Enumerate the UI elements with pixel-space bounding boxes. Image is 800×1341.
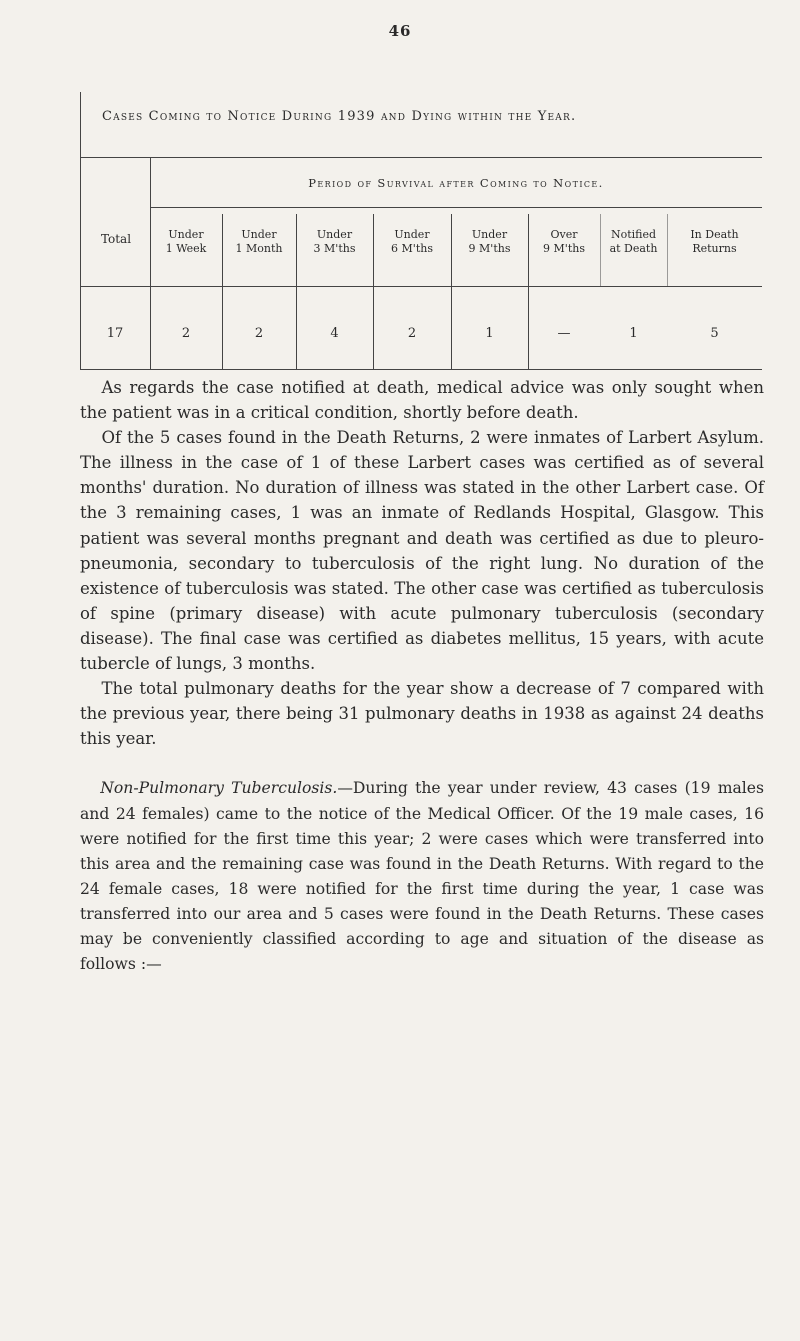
table-rule-bottom (80, 369, 762, 370)
table-rule-top (80, 157, 762, 158)
period-heading: Period of Survival after Coming to Notice. (308, 176, 604, 190)
column-header: Over 9 M'ths (543, 228, 585, 255)
table-cell: 4 (330, 326, 339, 341)
column-header: Under 1 Week (165, 228, 207, 255)
table-cell: 5 (710, 326, 719, 341)
table-rule-header (150, 207, 762, 208)
non-pulmonary-paragraph (80, 776, 764, 977)
paragraph-text: —During the year under review, 43 cases (19 males and 24 females) came to the notice of the Medical Officer. Of the 19 male cases, 16 were notified for the first time this year; 2 were cases which were transferred into this area and the remaining case was found in the Death Returns. With regard to the 24 female cases, 18 were notified for the first time during the year, 1 case was transferred into our area and 5 cases were found in the Death Returns. These cases may be conveniently classified according to age and situation of the disease as follows :— (80, 779, 764, 974)
column-header: Under 9 M'ths (468, 228, 511, 255)
column-header: Notified at Death (609, 228, 658, 255)
table-cell: 2 (254, 326, 264, 341)
table-cell: 2 (407, 326, 417, 341)
total-column-header: Total (100, 232, 132, 246)
paragraph: The total pulmonary deaths for the year show a decrease of 7 compared with the previous year, there being 31 pulmonary deaths in 1938 as against 24 deaths this year. (80, 679, 764, 749)
table-rule-body (80, 286, 762, 287)
column-header: Under 1 Month (235, 228, 283, 255)
table-cell: 17 (106, 326, 124, 341)
table-caption: Cases Coming to Notice During 1939 and Dying within the Year. (102, 109, 577, 124)
table-cell: 1 (629, 326, 638, 341)
column-header: Under 6 M'ths (391, 228, 433, 255)
page-number: 46 (388, 22, 412, 40)
section-heading: Non-Pulmonary Tuberculosis. (100, 779, 338, 798)
table-cell: — (557, 326, 571, 341)
table-cell: 2 (181, 326, 191, 341)
body-text (80, 375, 764, 977)
column-header: Under 3 M'ths (313, 228, 356, 255)
paragraph: Of the 5 cases found in the Death Returns, 2 were inmates of Larbert Asylum. The illness in the case of 1 of these Larbert cases was certified as of several months' duration. No duration of illness was stated in the other Larbert case. Of the 3 remaining cases, 1 was an inmate of Redlands Hospital, Glasgow. This patient was several months pregnant and death was certified as due to pleuro-pneumonia, secondary to tuberculosis of the right lung. No duration of the existence of tuberculosis was stated. The other case was certified as tuberculosis of spine (primary disease) with acute pulmonary tuberculosis (secondary disease). The final case was certified as diabetes mellitus, 15 years, with acute tubercle of lungs, 3 months. (80, 428, 764, 674)
column-header: In Death Returns (690, 228, 739, 255)
table-cell: 1 (485, 326, 494, 341)
paragraph: As regards the case notified at death, medical advice was only sought when the patient was in a critical condition, shortly before death. (80, 378, 764, 423)
